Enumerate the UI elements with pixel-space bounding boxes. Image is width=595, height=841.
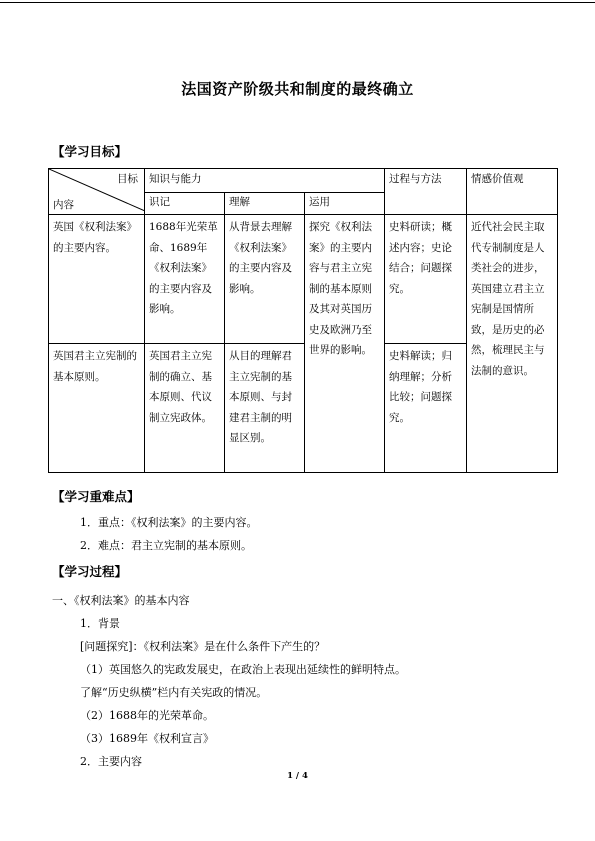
row2-content: 英国君主立宪制的基本原则。	[49, 344, 145, 473]
row2-recall: 英国君主立宪制的确立、基本原则、代议制立宪政体。	[145, 344, 225, 473]
process-subheading: 1．背景	[80, 617, 120, 630]
row1-content: 英国《权利法案》的主要内容。	[49, 215, 145, 344]
process-part-title: 一、《权利法案》的基本内容	[52, 594, 190, 607]
header-process-method: 过程与方法	[385, 169, 467, 215]
key-point-item: 2．难点：君主立宪制的基本原则。	[80, 539, 252, 552]
process-point: （3）1689年《权利宣言》	[80, 732, 214, 745]
process-heading: 【学习过程】	[52, 564, 128, 579]
top-rule	[0, 2, 595, 3]
header-emotion-value: 情感价值观	[467, 169, 558, 215]
corner-cell	[49, 169, 145, 215]
header-apply: 运用	[305, 193, 385, 215]
process-point: （1）英国悠久的宪政发展史，在政治上表现出延续性的鲜明特点。	[80, 663, 406, 676]
key-points-heading: 【学习重难点】	[52, 489, 140, 504]
process-question: [问题探究]：《权利法案》是在什么条件下产生的？	[80, 640, 326, 653]
row1-recall: 1688年光荣革命、1689年《权利法案》的主要内容及影响。	[145, 215, 225, 344]
process-subheading: 2．主要内容	[80, 755, 142, 768]
key-point-item: 1．重点：《权利法案》的主要内容。	[80, 516, 258, 529]
page-title: 法国资产阶级共和制度的最终确立	[181, 80, 414, 98]
row1-understand: 从背景去理解《权利法案》的主要内容及影响。	[225, 215, 305, 344]
goals-heading: 【学习目标】	[52, 144, 128, 159]
page-indicator: 1 / 4	[287, 771, 308, 781]
corner-label-goal: 目标	[117, 173, 138, 185]
row2-process: 史料解读；归纳理解；分析比较；问题探究。	[385, 344, 467, 473]
apply-merged-cell: 探究《权利法案》的主要内容与君主立宪制的基本原则及其对英国历史及欧洲乃至世界的影响。	[305, 215, 385, 473]
goals-table	[48, 168, 558, 473]
corner-label-content: 内容	[53, 199, 74, 211]
header-recall: 识记	[145, 193, 225, 215]
process-note: 了解“历史纵横”栏内有关宪政的情况。	[80, 686, 268, 699]
row1-process: 史料研读；概述内容；史论结合；问题探究。	[385, 215, 467, 344]
header-understand: 理解	[225, 193, 305, 215]
process-point: （2）1688年的光荣革命。	[80, 709, 214, 722]
header-knowledge-ability: 知识与能力	[145, 169, 385, 193]
emotion-merged-cell: 近代社会民主取代专制制度是人类社会的进步，英国建立君主立宪制是国情所致，是历史的必然，梳理民主与法制的意识。	[467, 215, 558, 473]
row2-understand: 从目的理解君主立宪制的基本原则、与封建君主制的明显区别。	[225, 344, 305, 473]
